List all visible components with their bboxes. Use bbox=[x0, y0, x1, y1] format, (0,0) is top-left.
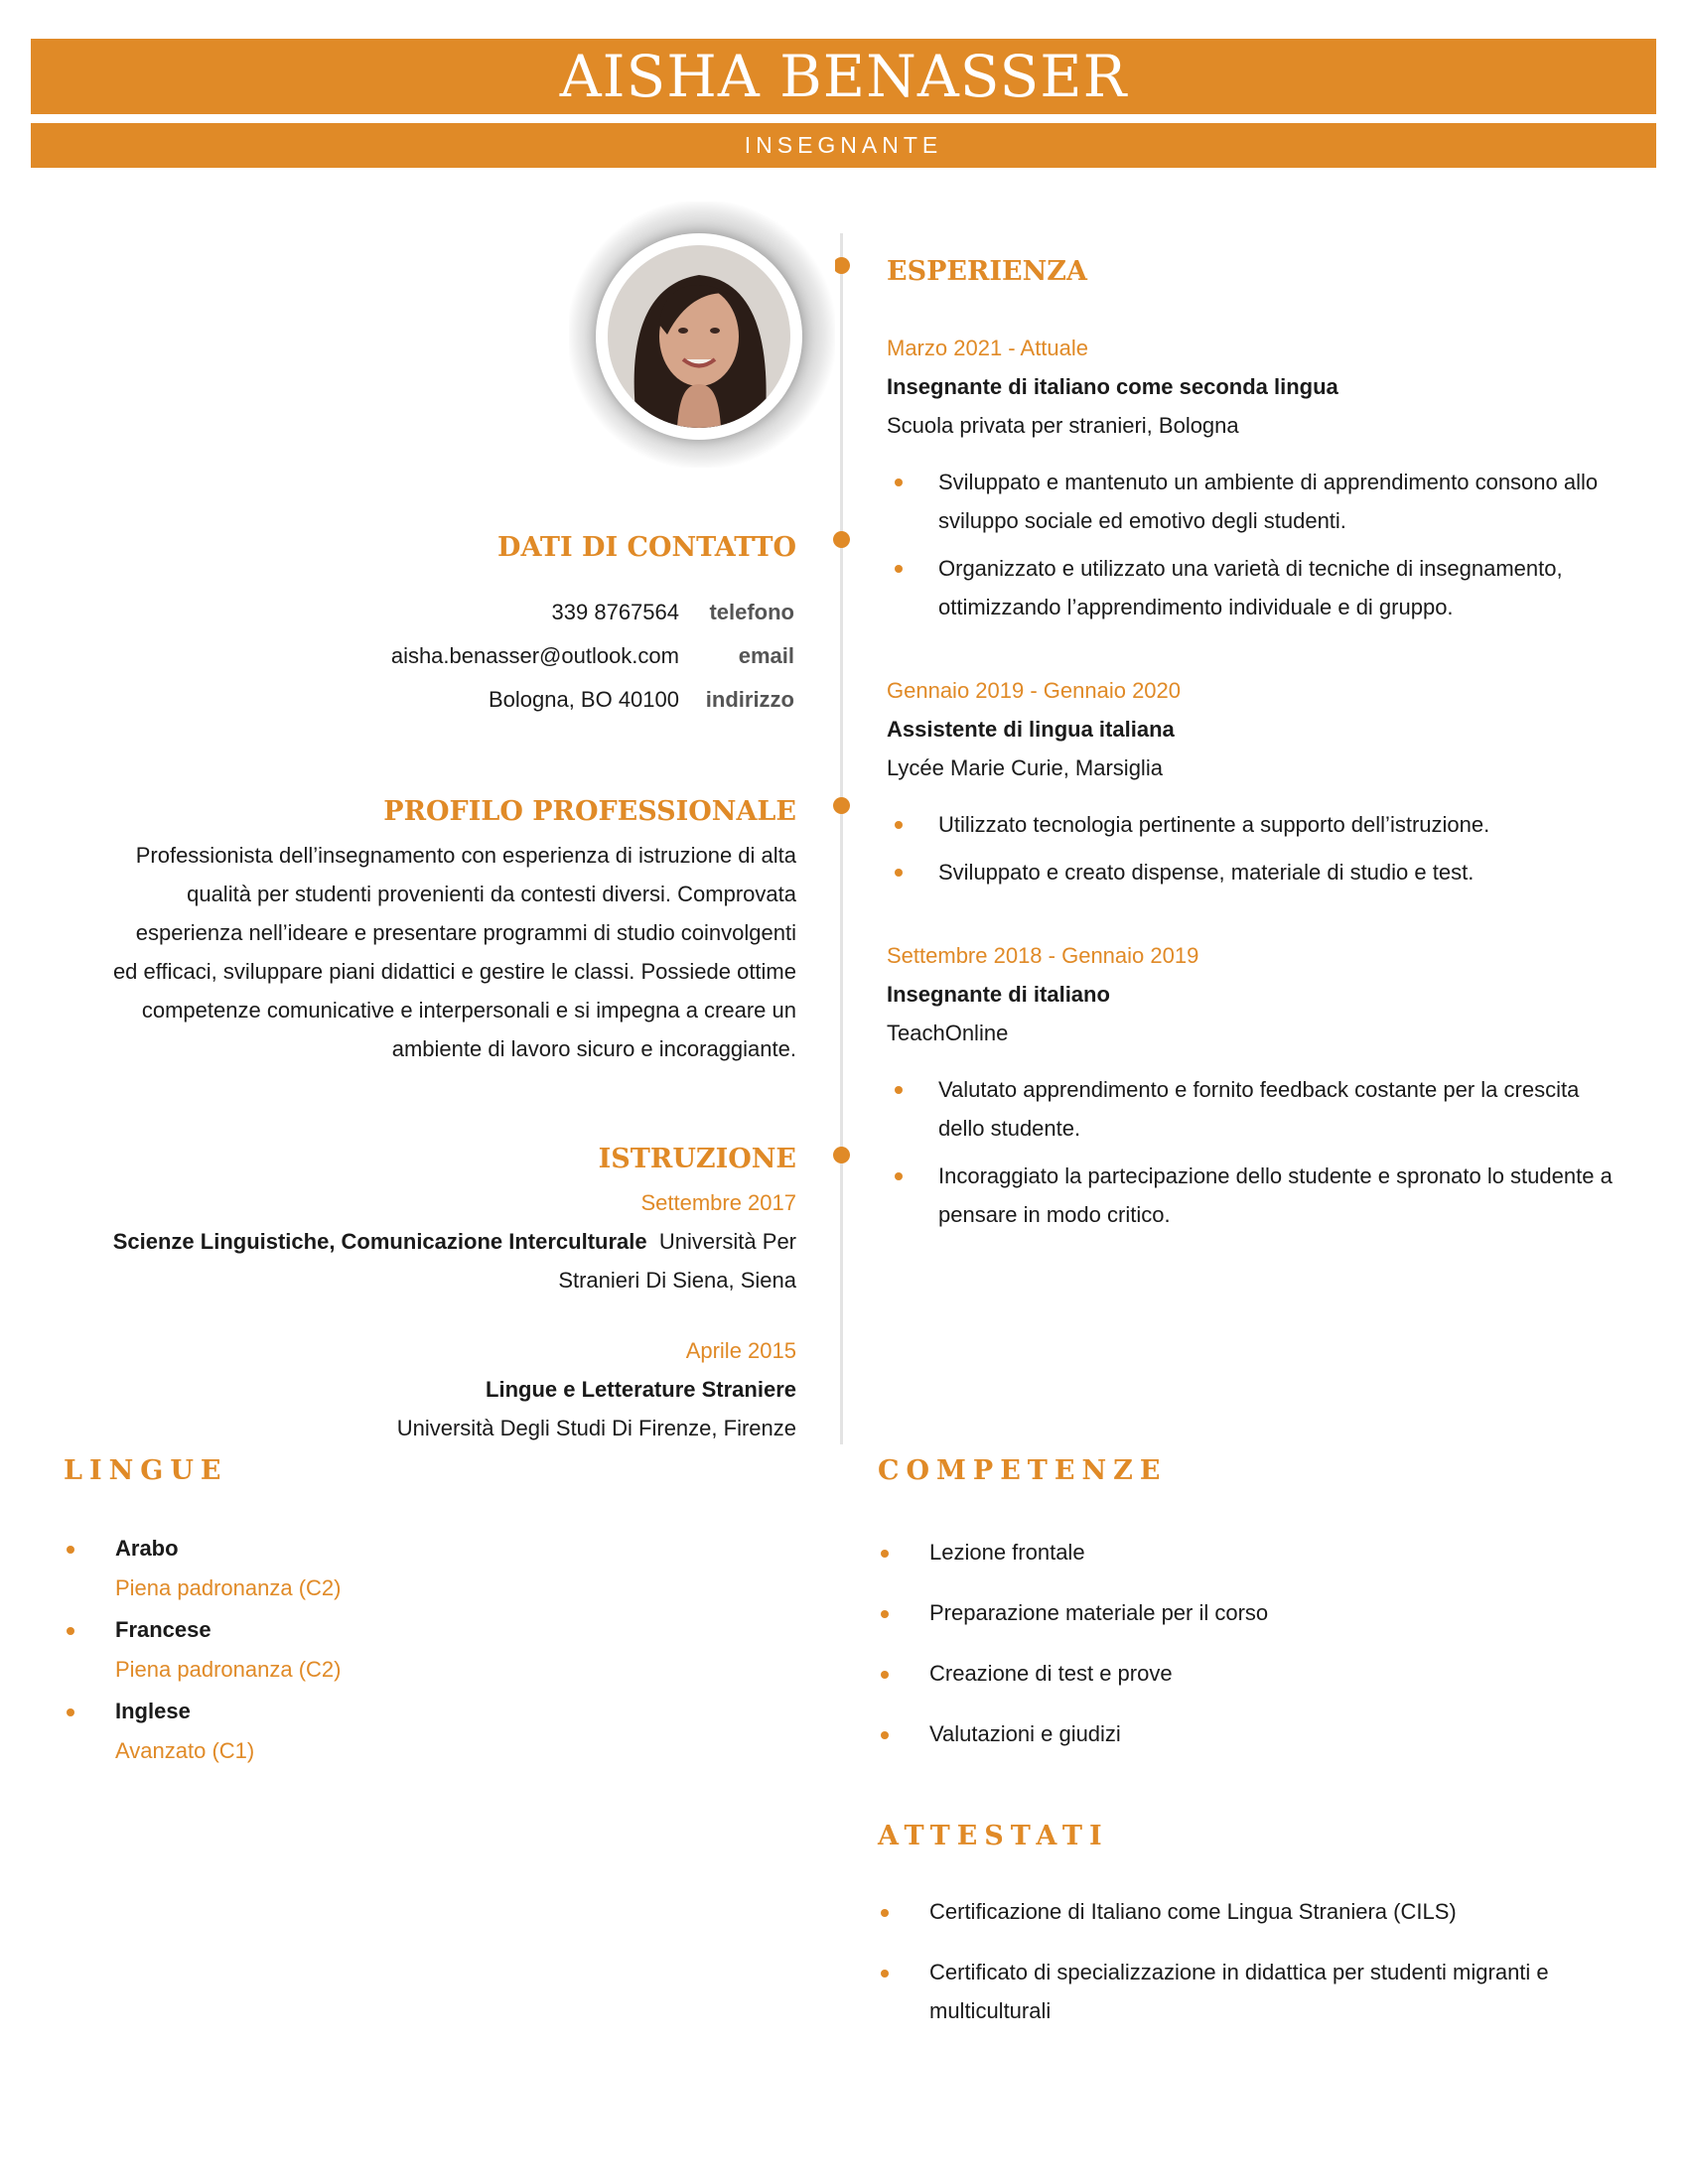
address-value: Bologna, BO 40100 bbox=[488, 687, 679, 712]
phone-value[interactable]: 339 8767564 bbox=[551, 600, 679, 624]
profile-heading: PROFILO PROFESSIONALE bbox=[383, 796, 796, 827]
profile-line: ed efficaci, sviluppare piani didattici e gestire le classi. Possiede ottime bbox=[112, 959, 796, 984]
experience-bullet: Sviluppato e creato dispense, materiale di studio e test. bbox=[887, 853, 1621, 891]
education-heading: ISTRUZIONE bbox=[598, 1144, 796, 1174]
portrait-illustration bbox=[608, 245, 790, 428]
experience-date: Marzo 2021 - Attuale bbox=[887, 336, 1089, 360]
title-banner bbox=[31, 123, 1656, 168]
education-degree-text: Lingue e Letterature Straniere bbox=[486, 1377, 796, 1402]
certificates-heading: ATTESTATI bbox=[878, 1821, 1109, 1851]
language-item bbox=[64, 1692, 341, 1771]
language-level: Avanzato (C1) bbox=[115, 1738, 255, 1763]
language-item bbox=[64, 1610, 341, 1690]
name-banner bbox=[31, 39, 1656, 114]
experience-bullet: Incoraggiato la partecipazione dello studente e spronato lo studente a pensare in modo critico. bbox=[887, 1157, 1621, 1234]
timeline-dot bbox=[833, 1147, 850, 1163]
education-school: Università Degli Studi Di Firenze, Firenze bbox=[396, 1416, 796, 1440]
languages-list bbox=[64, 1529, 341, 1773]
email-value[interactable]: aisha.benasser@outlook.com bbox=[390, 643, 679, 668]
profile-line: ambiente di lavoro sicuro e incoraggiante. bbox=[391, 1036, 796, 1061]
experience-company: Scuola privata per stranieri, Bologna bbox=[887, 413, 1239, 438]
experience-heading: ESPERIENZA bbox=[887, 256, 1087, 287]
experience-item bbox=[887, 671, 1621, 900]
experience-bullet: Valutato apprendimento e fornito feedback costante per la crescita dello studente. bbox=[887, 1070, 1621, 1148]
skill-item: Creazione di test e prove bbox=[878, 1654, 1632, 1693]
language-level: Piena padronanza (C2) bbox=[115, 1575, 342, 1600]
languages-heading: LINGUE bbox=[64, 1455, 228, 1486]
education-date: Aprile 2015 bbox=[685, 1338, 796, 1363]
skills-list bbox=[878, 1533, 1632, 1775]
skill-item: Valutazioni e giudizi bbox=[878, 1714, 1632, 1753]
profile-line: Professionista dell’insegnamento con esperienza di istruzione di alta bbox=[135, 843, 796, 868]
language-name: Francese bbox=[115, 1617, 211, 1642]
experience-role: Assistente di lingua italiana bbox=[887, 717, 1175, 742]
experience-company: TeachOnline bbox=[887, 1021, 1009, 1045]
contact-phone-row bbox=[552, 600, 794, 625]
experience-bullets bbox=[887, 1070, 1621, 1234]
certificate-item: Certificato di specializzazione in didattica per studenti migranti e multiculturali bbox=[878, 1953, 1613, 2030]
education-school: Università Per bbox=[658, 1229, 796, 1254]
email-label: email bbox=[738, 643, 794, 668]
skills-heading: COMPETENZE bbox=[878, 1455, 1168, 1486]
profile-photo bbox=[608, 245, 790, 428]
skill-item: Lezione frontale bbox=[878, 1533, 1632, 1571]
timeline-dot bbox=[833, 531, 850, 548]
education-date: Settembre 2017 bbox=[640, 1190, 796, 1215]
experience-role: Insegnante di italiano come seconda lingua bbox=[887, 374, 1338, 399]
experience-bullets bbox=[887, 805, 1621, 891]
experience-bullet: Sviluppato e mantenuto un ambiente di apprendimento consono allo sviluppo sociale ed emotivo degli studenti. bbox=[887, 463, 1621, 540]
experience-company: Lycée Marie Curie, Marsiglia bbox=[887, 755, 1163, 780]
profile-line: esperienza nell’ideare e presentare programmi di studio coinvolgenti bbox=[135, 920, 796, 945]
contact-address-row bbox=[489, 687, 794, 713]
education-degree bbox=[22, 1370, 796, 1409]
contact-email-row bbox=[391, 643, 794, 669]
education-item bbox=[22, 1331, 796, 1447]
profile-text bbox=[42, 836, 796, 1068]
experience-bullet: Organizzato e utilizzato una varietà di tecniche di insegnamento, ottimizzando l’apprendimento individuale e di gruppo. bbox=[887, 549, 1621, 626]
timeline-dot bbox=[833, 797, 850, 814]
skill-item: Preparazione materiale per il corso bbox=[878, 1593, 1632, 1632]
address-label: indirizzo bbox=[705, 687, 794, 712]
contact-heading: DATI DI CONTATTO bbox=[497, 532, 796, 563]
certificates-list bbox=[878, 1892, 1613, 2052]
experience-item bbox=[887, 936, 1621, 1243]
experience-date: Gennaio 2019 - Gennaio 2020 bbox=[887, 678, 1182, 703]
education-degree: Scienze Linguistiche, Comunicazione Interculturale bbox=[112, 1229, 647, 1254]
phone-label: telefono bbox=[709, 600, 794, 624]
job-title: INSEGNANTE bbox=[744, 132, 943, 158]
profile-line: qualità per studenti provenienti da contesti diversi. Comprovata bbox=[187, 882, 796, 906]
experience-date: Settembre 2018 - Gennaio 2019 bbox=[887, 943, 1199, 968]
education-school-cont: Stranieri Di Siena, Siena bbox=[558, 1268, 796, 1293]
language-item bbox=[64, 1529, 341, 1608]
language-level: Piena padronanza (C2) bbox=[115, 1657, 342, 1682]
language-name: Arabo bbox=[115, 1536, 179, 1561]
experience-item bbox=[887, 329, 1621, 635]
experience-role: Insegnante di italiano bbox=[887, 982, 1110, 1007]
candidate-name: AISHA BENASSER bbox=[559, 43, 1128, 110]
profile-line: competenze comunicative e interpersonali e si impegna a creare un bbox=[141, 998, 796, 1023]
education-item bbox=[22, 1183, 796, 1299]
experience-bullet: Utilizzato tecnologia pertinente a supporto dell’istruzione. bbox=[887, 805, 1621, 844]
education-degree-line bbox=[22, 1222, 796, 1261]
experience-bullets bbox=[887, 463, 1621, 626]
language-name: Inglese bbox=[115, 1699, 191, 1723]
timeline-line bbox=[840, 233, 843, 1444]
certificate-item: Certificazione di Italiano come Lingua Straniera (CILS) bbox=[878, 1892, 1613, 1931]
timeline-dot bbox=[833, 257, 850, 274]
